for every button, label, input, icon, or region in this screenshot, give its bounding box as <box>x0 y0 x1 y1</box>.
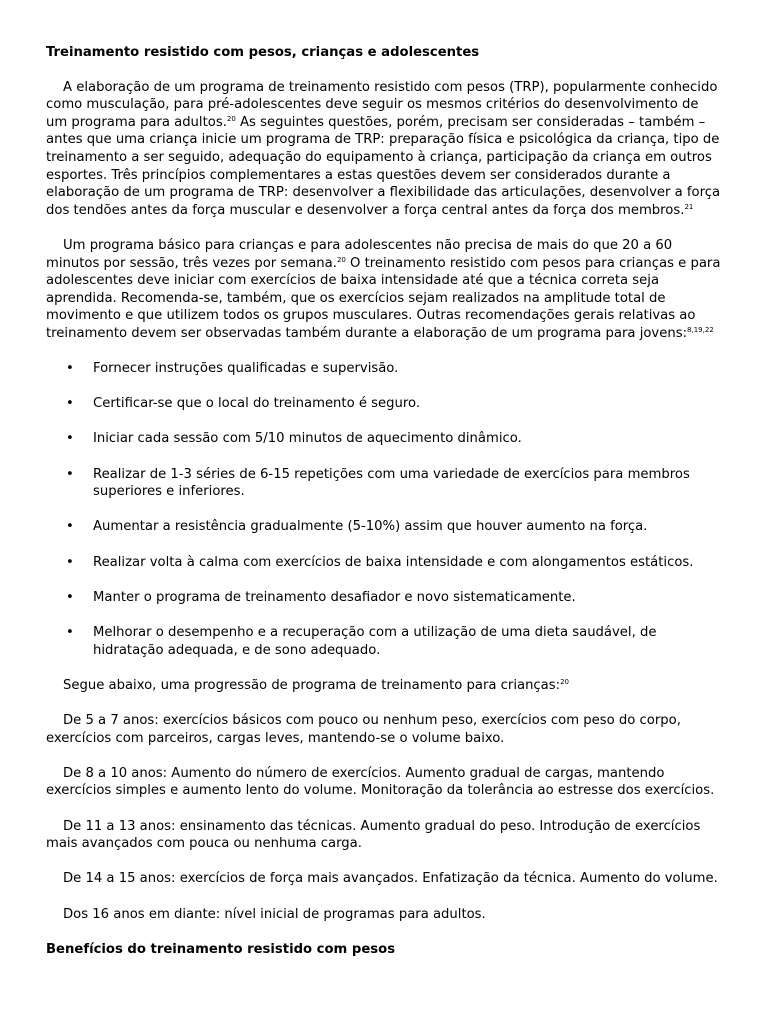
list-item <box>46 395 722 413</box>
reference-superscript: 8,19,22 <box>687 325 714 334</box>
bullet-icon: • <box>66 431 74 447</box>
list-item <box>46 466 722 501</box>
recommendations-list <box>46 360 722 659</box>
list-item-text: Iniciar cada sessão com 5/10 minutos de aquecimento dinâmico. <box>93 431 522 447</box>
paragraph-age-11-13: De 11 a 13 anos: ensinamento das técnicas. Aumento gradual do peso. Introdução de exercícios mais avançados com pouca ou nenhuma carga. <box>46 818 701 852</box>
paragraph-age-16-plus: Dos 16 anos em diante: nível inicial de programas para adultos. <box>63 906 486 922</box>
reference-superscript: 20 <box>226 114 236 123</box>
list-item-text: Realizar volta à calma com exercícios de baixa intensidade e com alongamentos estáticos. <box>93 554 694 570</box>
paragraph-intro <box>46 79 722 220</box>
reference-superscript: 20 <box>560 677 569 686</box>
bullet-icon: • <box>66 466 74 482</box>
paragraph-text: As seguintes questões, porém, precisam ser consideradas – também – antes que uma criança inicie um programa de TRP: preparação física e psicológica da criança, tipo de treinamento a ser seguido, adequação do equipamento à criança, participação da criança em outros esportes. Três princípios complementares a estas questões devem ser considerados durante a elaboração de um programa de TRP: desenvolver a flexibilidade das articulações, desenvolver a força dos tendões antes da força muscular e desenvolver a força central antes da força dos membros. <box>46 114 721 218</box>
section-heading: Treinamento resistido com pesos, crianças e adolescentes <box>46 45 480 60</box>
list-item-text: Fornecer instruções qualificadas e supervisão. <box>93 361 399 377</box>
paragraph-text: O treinamento resistido com pesos para crianças e para adolescentes deve iniciar com exercícios de baixa intensidade até que a técnica correta seja aprendida. Recomenda-se, também, que os exercícios sejam realizados na amplitude total de movimento e que utilizem todos os grupos musculares. Outras recomendações gerais relativas ao treinamento devem ser observadas também durante a elaboração de um programa para jovens: <box>46 255 721 341</box>
section-heading: Benefícios do treinamento resistido com pesos <box>46 941 396 957</box>
bullet-icon: • <box>66 519 74 535</box>
paragraph-age-5-7: De 5 a 7 anos: exercícios básicos com pouco ou nenhum peso, exercícios com peso do corpo, exercícios com parceiros, cargas leves, mantendo-se o volume baixo. <box>46 712 681 746</box>
list-item-text: Realizar de 1-3 séries de 6-15 repetições com uma variedade de exercícios para membros superiores e inferiores. <box>93 466 690 500</box>
list-item <box>46 554 722 572</box>
paragraph-age-14-15: De 14 a 15 anos: exercícios de força mais avançados. Enfatização da técnica. Aumento do volume. <box>63 871 718 887</box>
list-item <box>46 518 722 536</box>
list-item-text: Manter o programa de treinamento desafiador e novo sistematicamente. <box>93 589 576 605</box>
reference-superscript: 21 <box>684 202 694 211</box>
list-item-text: Aumentar a resistência gradualmente (5-10%) assim que houver aumento na força. <box>93 519 648 535</box>
bullet-icon: • <box>66 554 74 570</box>
list-item <box>46 589 722 607</box>
bullet-icon: • <box>66 589 74 605</box>
list-item <box>46 624 722 659</box>
paragraph-age-8-10: De 8 a 10 anos: Aumento do número de exercícios. Aumento gradual de cargas, mantendo exercícios simples e aumento lento do volume. Monitoração da tolerância ao estresse dos exercícios. <box>46 765 715 799</box>
list-item <box>46 430 722 448</box>
paragraph-text: Um programa básico para crianças e para adolescentes não precisa de mais do que 20 a 60 minutos por sessão, três vezes por semana. <box>46 237 673 271</box>
paragraph-text: A elaboração de um programa de treinamento resistido com pesos (TRP), popularmente conhecido como musculação, para pré-adolescentes deve seguir os mesmos critérios do desenvolvimento de um programa para adultos. <box>46 79 718 130</box>
bullet-icon: • <box>66 625 74 640</box>
list-item <box>46 360 722 378</box>
paragraph-progression-intro <box>46 677 722 695</box>
reference-superscript: 20 <box>336 255 346 264</box>
bullet-icon: • <box>66 396 74 412</box>
bullet-icon: • <box>66 361 74 377</box>
list-item-text: Certificar-se que o local do treinamento é seguro. <box>93 396 421 412</box>
list-item-text: Melhorar o desempenho e a recuperação com a utilização de uma dieta saudável, de hidratação adequada, e de sono adequado. <box>93 625 657 658</box>
paragraph-basic-program <box>46 237 722 343</box>
paragraph-text: Segue abaixo, uma progressão de programa de treinamento para crianças: <box>63 677 561 693</box>
